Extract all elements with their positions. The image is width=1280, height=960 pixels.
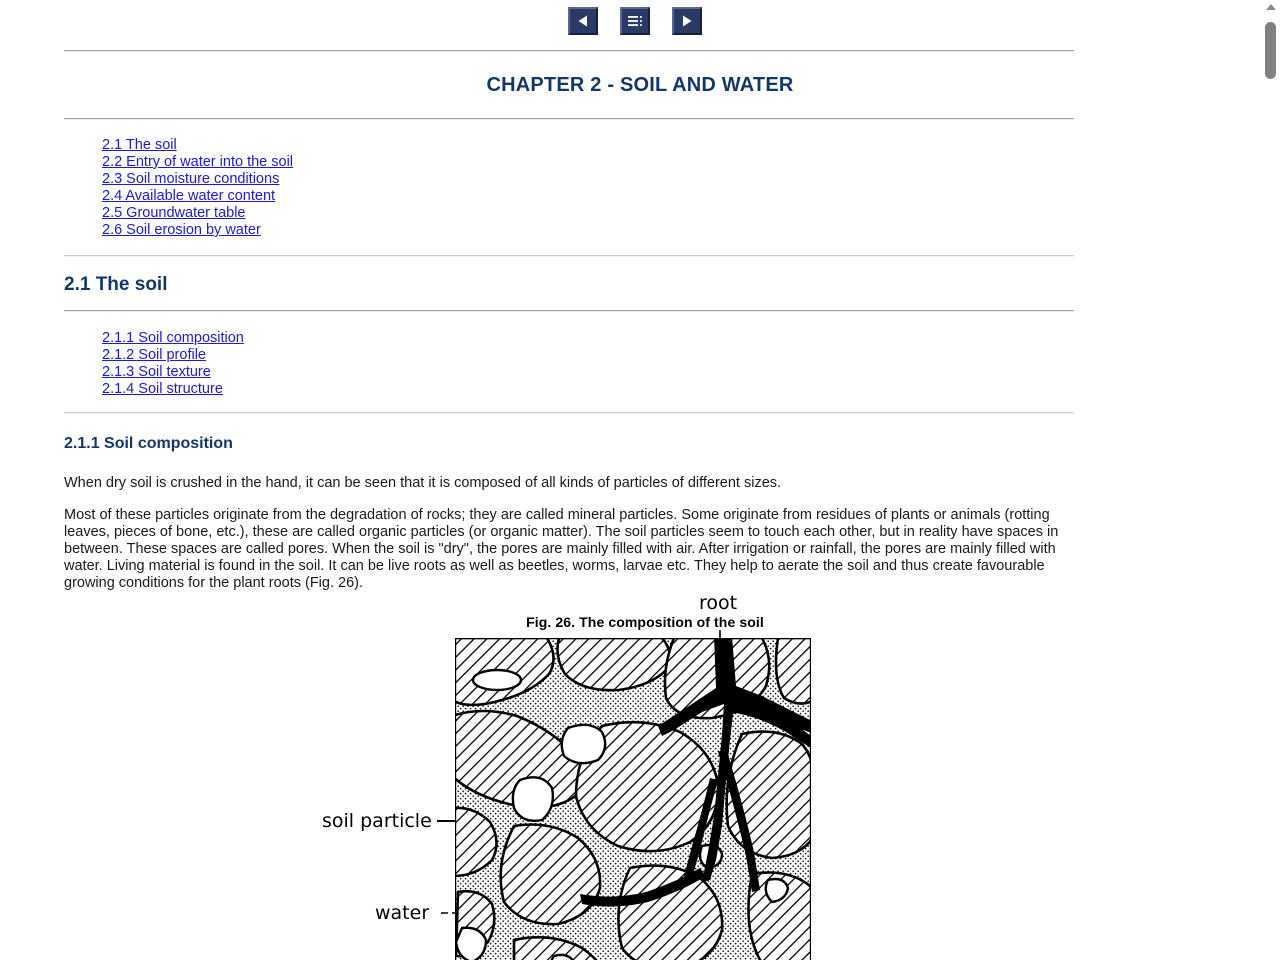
list-item <box>102 381 1280 398</box>
list-item <box>102 330 1280 347</box>
toc-link-2-2[interactable]: 2.2 Entry of water into the soil <box>102 154 294 170</box>
toc-link-2-1-3[interactable]: 2.1.3 Soil texture <box>102 364 211 380</box>
figure-soil-composition <box>0 592 1280 960</box>
navigation-bar <box>0 0 1280 50</box>
scroll-up-arrow-icon[interactable] <box>1266 4 1276 10</box>
triangle-right-icon <box>680 14 694 28</box>
toc-link-2-1-2[interactable]: 2.1.2 Soil profile <box>102 347 206 363</box>
next-page-button[interactable] <box>672 7 704 37</box>
soil-block <box>452 636 814 960</box>
toc-link-2-4[interactable]: 2.4 Available water content <box>102 188 276 204</box>
toc-link-2-6[interactable]: 2.6 Soil erosion by water <box>102 222 261 238</box>
section-table-of-contents <box>0 312 1280 412</box>
scrollbar-thumb[interactable] <box>1265 22 1276 79</box>
button-face <box>568 7 598 35</box>
figure-caption: Fig. 26. The composition of the soil <box>526 614 764 630</box>
page-title: CHAPTER 2 - SOIL AND WATER <box>486 74 794 96</box>
list-item <box>102 154 1280 171</box>
list-item <box>102 137 1280 154</box>
list-lines-icon <box>627 14 643 28</box>
list-item <box>102 188 1280 205</box>
contents-button[interactable] <box>620 7 652 37</box>
section-heading-2-1: 2.1 The soil <box>64 274 168 295</box>
button-face <box>620 7 650 35</box>
vertical-scrollbar[interactable] <box>1262 0 1280 960</box>
subsection-heading-2-1-1: 2.1.1 Soil composition <box>64 435 233 452</box>
toc-link-2-5[interactable]: 2.5 Groundwater table <box>102 205 246 221</box>
soil-composition-diagram <box>62 630 1078 960</box>
paragraph-2: Most of these particles originate from the degradation of rocks; they are called mineral particles. Some originate from residues of plants or animals (rotting leaves, pieces of bone, etc.), these are called organic particles (or organic matter). The soil particles seem to touch each other, but in reality have spaces in between. These spaces are called pores. When the soil is "dry", the pores are mainly filled with air. After irrigation or rainfall, the pores are mainly filled with water. Living material is found in the soil. It can be live roots as well as beetles, worms, larvae etc. They help to aerate the soil and thus create favourable growing conditions for the plant roots (Fig. 26). <box>64 507 1059 591</box>
button-face <box>672 7 702 35</box>
triangle-left-icon <box>576 14 590 28</box>
label-water-text: water <box>375 902 430 924</box>
toc-link-2-1-1[interactable]: 2.1.1 Soil composition <box>102 330 244 346</box>
label-root-text: root <box>699 592 738 614</box>
list-item <box>102 347 1280 364</box>
list-item <box>102 222 1280 239</box>
list-item <box>102 364 1280 381</box>
paragraph-1: When dry soil is crushed in the hand, it can be seen that it is composed of all kinds of particles of different sizes. <box>64 475 782 491</box>
toc-link-2-3[interactable]: 2.3 Soil moisture conditions <box>102 171 280 187</box>
previous-page-button[interactable] <box>568 7 600 37</box>
list-item <box>102 171 1280 188</box>
chapter-table-of-contents <box>0 120 1280 255</box>
document-content <box>0 50 1280 960</box>
toc-link-2-1[interactable]: 2.1 The soil <box>102 137 177 153</box>
list-item <box>102 205 1280 222</box>
toc-link-2-1-4[interactable]: 2.1.4 Soil structure <box>102 381 223 397</box>
label-soil-particle-text: soil particle <box>322 810 432 832</box>
